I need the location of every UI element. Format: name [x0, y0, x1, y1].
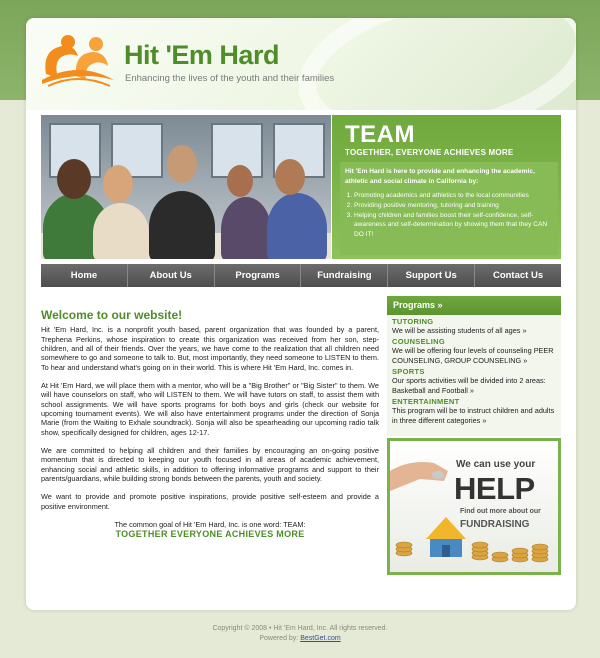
copyright: Copyright © 2008 • Hit 'Em Hard, Inc. All rights reserved.	[212, 625, 388, 632]
program-link[interactable]: We will be assisting students of all ages »	[392, 326, 527, 335]
team-intro: Hit 'Em Hard is here to provide and enhancing the academic, athletic and social climate in California by:	[345, 168, 535, 185]
person-head	[103, 165, 133, 203]
powered-by	[0, 634, 600, 644]
paragraph: Hit 'Em Hard, Inc. is a nonprofit youth based, parent organization that was founded by a parent, Trephena Perkins, whose inspiration to create this organization was received from her son, step-children, and all of their friends. Over the years, we have come to the realization that all children need somewhere to go and someone to talk to. But, most importantly, they need someone to LISTEN to them. To hear and understand what's going on in their world. This is where Hit 'Em Hard, Inc. comes in.	[41, 325, 379, 372]
team-panel	[332, 115, 561, 259]
programs-heading[interactable]: Programs »	[387, 296, 561, 315]
program-title: COUNSELING	[392, 337, 446, 347]
help-line-3: Find out more about our	[460, 508, 541, 515]
logo-icon	[38, 30, 118, 92]
team-description	[340, 162, 558, 255]
person-head	[167, 145, 197, 183]
team-list-item: 3. Helping children and families boost their self-confidence, self-awareness and self-determination by showing them that they CAN DO IT!	[354, 211, 553, 241]
tagline: Enhancing the lives of the youth and their families	[125, 73, 335, 84]
paragraph: We want to provide and promote positive inspirations, provide positive self-esteem and provide a positive environment.	[41, 492, 379, 511]
program-entertainment	[387, 395, 561, 425]
help-line-2: HELP	[454, 471, 535, 506]
nav-home[interactable]: Home	[41, 264, 128, 287]
page-container	[26, 18, 576, 610]
program-title: ENTERTAINMENT	[392, 397, 460, 407]
person-head	[227, 165, 253, 197]
program-sports	[387, 365, 561, 395]
program-title: SPORTS	[392, 367, 425, 377]
nav-fundraising[interactable]: Fundraising	[301, 264, 388, 287]
nav-about-us[interactable]: About Us	[128, 264, 215, 287]
header	[26, 18, 576, 110]
brand-name[interactable]: Hit 'Em Hard	[124, 40, 279, 70]
hero-photo	[41, 115, 331, 259]
goal-text: The common goal of Hit 'Em Hard, Inc. is one word: TEAM:	[114, 519, 306, 529]
paragraph: We are committed to helping all children and their families by encouraging an on-going positive momentum that is directed to keeping our youth focused in all areas of academic achievement, enhancing social and athletic skills, in addition to offering informative programs and support to their parents/guardians, while building strong bonds between the parents, youth and society.	[41, 445, 379, 483]
main-nav	[41, 264, 561, 287]
program-counseling	[387, 335, 561, 365]
footer	[0, 624, 600, 644]
person	[93, 203, 149, 259]
program-tutoring	[387, 315, 561, 335]
person	[221, 197, 271, 259]
program-title: TUTORING	[392, 317, 434, 326]
nav-programs[interactable]: Programs	[215, 264, 302, 287]
person	[267, 193, 327, 259]
nav-support-us[interactable]: Support Us	[388, 264, 475, 287]
team-list-item: 1. Promoting academics and athletics to the local communities	[354, 191, 553, 201]
nav-contact-us[interactable]: Contact Us	[492, 270, 544, 281]
program-link[interactable]: This program will be to instruct children and adults in three different categories »	[392, 406, 555, 425]
person-head	[57, 159, 91, 199]
program-link[interactable]: We will be offering four levels of counseling PEER COUNSELING, GROUP COUNSELING »	[392, 346, 554, 365]
team-title: TEAM	[345, 121, 415, 148]
team-subtitle: TOGETHER, EVERYONE ACHIEVES MORE	[345, 148, 514, 157]
programs-sidebar	[387, 296, 561, 436]
help-line-4: FUNDRAISING	[460, 519, 530, 530]
team-acronym: TOGETHER EVERYONE ACHIEVES MORE	[115, 529, 305, 540]
program-link[interactable]: Our sports activities will be divided into 2 areas: Basketball and Football »	[392, 376, 546, 395]
team-list-item: 2. Providing positive mentoring, tutoring and training	[354, 201, 553, 211]
team-list	[345, 191, 553, 240]
help-banner[interactable]	[387, 438, 561, 575]
main-content	[41, 308, 379, 541]
powered-label: Powered by:	[259, 634, 299, 642]
bestget-link[interactable]: BestGet.com	[300, 634, 341, 642]
help-line-1: We can use your	[456, 459, 536, 470]
person-head	[275, 159, 305, 195]
welcome-heading: Welcome to our website!	[41, 308, 183, 322]
person	[149, 191, 215, 259]
paragraph: At Hit 'Em Hard, we will place them with a mentor, who will be a "Big Brother" or "Big Sister" to them. We will have counselors on staff, who will LISTEN to them. We will have tutors on staff, to assist them with school assignments. We will have sports programs for both boys and girls (check our website for upcoming tournament events). We will also have entertainment programs under the direction of Sonja Marie (from the Waiting to Exhale soundtrack). Sonja will also be spearheading our upcoming radio talk show, specifically designed for children, ages 12-17.	[41, 381, 379, 437]
